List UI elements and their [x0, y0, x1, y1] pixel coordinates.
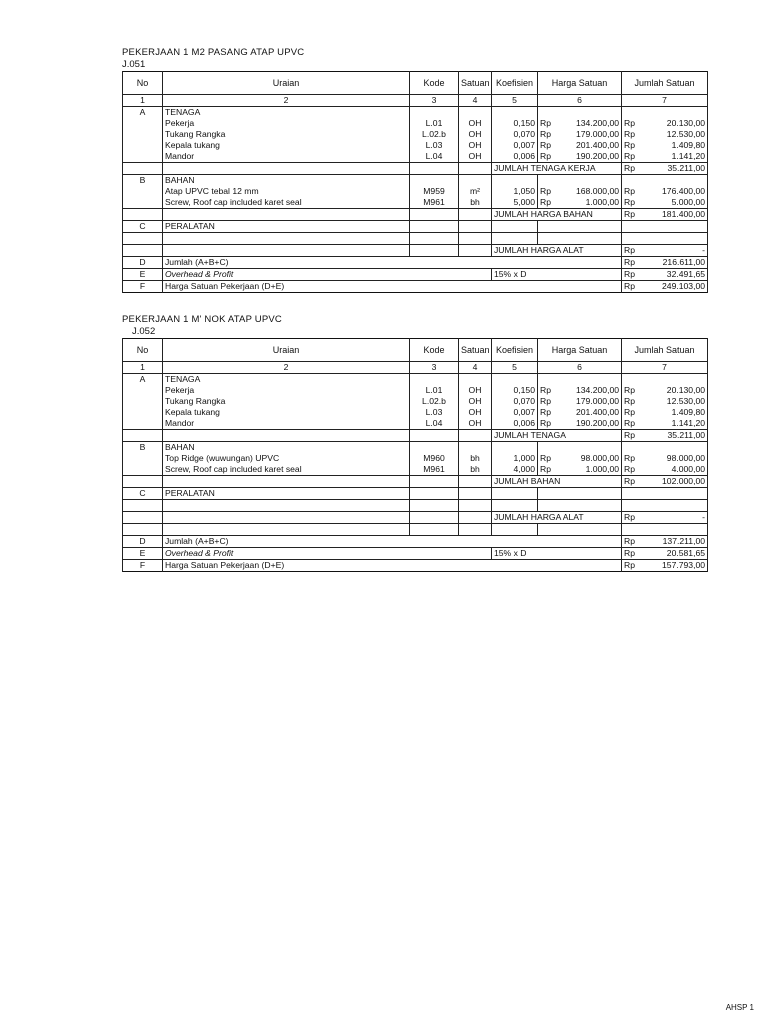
total-label: Harga Satuan Pekerjaan (D+E) [163, 281, 622, 293]
item-jumlah: 4.000,00 [645, 464, 708, 476]
total-label: Overhead & Profit [163, 548, 492, 560]
currency-label: Rp [622, 453, 645, 464]
currency-label: Rp [622, 464, 645, 476]
item-kode: L.01 [410, 118, 459, 129]
item-kode: L.02.b [410, 396, 459, 407]
item-name: Screw, Roof cap included karet seal [163, 197, 410, 209]
subtotal-row [123, 163, 708, 175]
currency-label: Rp [622, 407, 645, 418]
item-koefisien: 1,050 [492, 186, 538, 197]
col-num: 2 [163, 362, 410, 374]
currency-label: Rp [622, 129, 645, 140]
row-no: A [123, 374, 163, 386]
col-koefisien-header: Koefisien [492, 72, 538, 95]
item-name: Tukang Rangka [163, 129, 410, 140]
section-code: J.052 [132, 326, 156, 337]
currency-label: Rp [622, 118, 645, 129]
item-kode: L.04 [410, 151, 459, 163]
item-jumlah: 1.409,80 [645, 140, 708, 151]
currency-label: Rp [622, 281, 645, 293]
table-row [123, 140, 708, 151]
col-num: 6 [538, 362, 622, 374]
currency-label: Rp [622, 269, 645, 281]
subtotal-value: 181.400,00 [645, 209, 708, 221]
item-satuan: OH [459, 418, 492, 430]
item-name: Atap UPVC tebal 12 mm [163, 186, 410, 197]
item-name: Kepala tukang [163, 407, 410, 418]
col-harga-header: Harga Satuan [538, 339, 622, 362]
currency-label: Rp [622, 163, 645, 175]
item-koefisien: 4,000 [492, 464, 538, 476]
item-satuan: OH [459, 407, 492, 418]
item-kode: L.02.b [410, 129, 459, 140]
currency-label: Rp [538, 464, 560, 476]
item-jumlah: 98.000,00 [645, 453, 708, 464]
row-no: D [123, 257, 163, 269]
item-koefisien: 0,007 [492, 407, 538, 418]
item-koefisien: 0,150 [492, 385, 538, 396]
total-label: Jumlah (A+B+C) [163, 536, 622, 548]
item-name: Pekerja [163, 385, 410, 396]
total-row-d [123, 257, 708, 269]
currency-label: Rp [622, 186, 645, 197]
ahsp-table [122, 71, 708, 293]
currency-label: Rp [538, 396, 560, 407]
header-row [123, 339, 708, 362]
row-no: F [123, 281, 163, 293]
subtotal-value: 35.211,00 [645, 430, 708, 442]
subtotal-row [123, 476, 708, 488]
item-kode: M959 [410, 186, 459, 197]
col-num: 1 [123, 362, 163, 374]
category-row [123, 442, 708, 454]
overhead-formula: 15% x D [492, 548, 622, 560]
table-row [123, 418, 708, 430]
table-row [123, 118, 708, 129]
subtotal-label: JUMLAH BAHAN [492, 476, 622, 488]
item-harga: 1.000,00 [560, 197, 622, 209]
ahsp-table [122, 338, 708, 572]
item-kode: M960 [410, 453, 459, 464]
col-num: 4 [459, 362, 492, 374]
total-value: 137.211,00 [645, 536, 708, 548]
row-no: E [123, 548, 163, 560]
category-row [123, 221, 708, 233]
col-num: 4 [459, 95, 492, 107]
currency-label: Rp [622, 560, 645, 572]
currency-label: Rp [538, 129, 560, 140]
currency-label: Rp [622, 396, 645, 407]
total-value: 216.611,00 [645, 257, 708, 269]
empty-row [123, 500, 708, 512]
col-jumlah-header: Jumlah Satuan [622, 339, 708, 362]
item-harga: 134.200,00 [560, 118, 622, 129]
col-num: 2 [163, 95, 410, 107]
overhead-formula: 15% x D [492, 269, 622, 281]
category-label: BAHAN [163, 175, 410, 187]
item-satuan: bh [459, 197, 492, 209]
item-satuan: OH [459, 118, 492, 129]
currency-label: Rp [622, 385, 645, 396]
item-jumlah: 20.130,00 [645, 118, 708, 129]
subtotal-row [123, 245, 708, 257]
item-koefisien: 0,070 [492, 396, 538, 407]
currency-label: Rp [538, 197, 560, 209]
currency-label: Rp [622, 197, 645, 209]
table-row [123, 453, 708, 464]
item-harga: 98.000,00 [560, 453, 622, 464]
currency-label: Rp [622, 430, 645, 442]
item-name: Screw, Roof cap included karet seal [163, 464, 410, 476]
item-name: Top Ridge (wuwungan) UPVC [163, 453, 410, 464]
col-jumlah-header: Jumlah Satuan [622, 72, 708, 95]
subtotal-value: 35.211,00 [645, 163, 708, 175]
column-number-row [123, 95, 708, 107]
category-label: TENAGA [163, 374, 410, 386]
col-harga-header: Harga Satuan [538, 72, 622, 95]
column-number-row [123, 362, 708, 374]
item-koefisien: 1,000 [492, 453, 538, 464]
item-satuan: m² [459, 186, 492, 197]
row-no: B [123, 175, 163, 187]
header-row [123, 72, 708, 95]
item-satuan: OH [459, 129, 492, 140]
category-row [123, 374, 708, 386]
item-jumlah: 12.530,00 [645, 396, 708, 407]
empty-row [123, 524, 708, 536]
currency-label: Rp [622, 151, 645, 163]
item-kode: L.03 [410, 140, 459, 151]
currency-label: Rp [622, 140, 645, 151]
currency-label: Rp [538, 151, 560, 163]
table-row [123, 186, 708, 197]
subtotal-row [123, 209, 708, 221]
col-num: 5 [492, 95, 538, 107]
total-row-e [123, 548, 708, 560]
currency-label: Rp [538, 385, 560, 396]
currency-label: Rp [622, 512, 645, 524]
total-row-f [123, 281, 708, 293]
item-harga: 201.400,00 [560, 140, 622, 151]
item-satuan: OH [459, 385, 492, 396]
item-harga: 134.200,00 [560, 385, 622, 396]
item-name: Kepala tukang [163, 140, 410, 151]
row-no: A [123, 107, 163, 119]
table-row [123, 385, 708, 396]
subtotal-label: JUMLAH HARGA ALAT [492, 245, 622, 257]
item-harga: 190.200,00 [560, 151, 622, 163]
item-name: Tukang Rangka [163, 396, 410, 407]
item-jumlah: 1.141,20 [645, 151, 708, 163]
total-label: Jumlah (A+B+C) [163, 257, 622, 269]
item-name: Mandor [163, 151, 410, 163]
total-value: 20.581,65 [645, 548, 708, 560]
total-row-f [123, 560, 708, 572]
col-no-header: No [123, 339, 163, 362]
col-uraian-header: Uraian [163, 72, 410, 95]
table-row [123, 464, 708, 476]
col-num: 3 [410, 95, 459, 107]
section-j051 [122, 47, 707, 293]
table-row [123, 129, 708, 140]
currency-label: Rp [538, 418, 560, 430]
item-kode: L.04 [410, 418, 459, 430]
row-no: E [123, 269, 163, 281]
currency-label: Rp [538, 407, 560, 418]
row-no: F [123, 560, 163, 572]
item-harga: 179.000,00 [560, 129, 622, 140]
col-no-header: No [123, 72, 163, 95]
item-kode: M961 [410, 197, 459, 209]
currency-label: Rp [622, 548, 645, 560]
subtotal-value: - [645, 512, 708, 524]
item-satuan: bh [459, 464, 492, 476]
item-harga: 201.400,00 [560, 407, 622, 418]
category-label: PERALATAN [163, 488, 410, 500]
currency-label: Rp [622, 209, 645, 221]
subtotal-label: JUMLAH TENAGA [492, 430, 622, 442]
item-jumlah: 20.130,00 [645, 385, 708, 396]
item-satuan: OH [459, 396, 492, 407]
currency-label: Rp [538, 186, 560, 197]
item-harga: 1.000,00 [560, 464, 622, 476]
col-uraian-header: Uraian [163, 339, 410, 362]
col-satuan-header: Satuan [459, 339, 492, 362]
section-code: J.051 [122, 59, 146, 70]
table-row [123, 151, 708, 163]
item-koefisien: 0,150 [492, 118, 538, 129]
category-label: BAHAN [163, 442, 410, 454]
total-label: Overhead & Profit [163, 269, 492, 281]
currency-label: Rp [622, 476, 645, 488]
item-harga: 168.000,00 [560, 186, 622, 197]
item-kode: L.01 [410, 385, 459, 396]
total-value: 249.103,00 [645, 281, 708, 293]
table-row [123, 197, 708, 209]
item-jumlah: 1.409,80 [645, 407, 708, 418]
col-num: 7 [622, 362, 708, 374]
subtotal-value: - [645, 245, 708, 257]
item-jumlah: 1.141,20 [645, 418, 708, 430]
section-title: PEKERJAAN 1 M2 PASANG ATAP UPVC [122, 47, 305, 58]
currency-label: Rp [538, 118, 560, 129]
item-harga: 190.200,00 [560, 418, 622, 430]
category-label: PERALATAN [163, 221, 410, 233]
item-kode: L.03 [410, 407, 459, 418]
currency-label: Rp [622, 536, 645, 548]
row-no: C [123, 221, 163, 233]
category-row [123, 488, 708, 500]
category-label: TENAGA [163, 107, 410, 119]
currency-label: Rp [538, 453, 560, 464]
item-satuan: bh [459, 453, 492, 464]
item-satuan: OH [459, 140, 492, 151]
col-kode-header: Kode [410, 339, 459, 362]
category-row [123, 107, 708, 119]
col-num: 7 [622, 95, 708, 107]
currency-label: Rp [538, 140, 560, 151]
item-satuan: OH [459, 151, 492, 163]
col-num: 3 [410, 362, 459, 374]
page-footer: AHSP 1 [725, 1003, 754, 1012]
total-row-e [123, 269, 708, 281]
total-value: 32.491,65 [645, 269, 708, 281]
col-koefisien-header: Koefisien [492, 339, 538, 362]
col-num: 1 [123, 95, 163, 107]
currency-label: Rp [622, 418, 645, 430]
col-satuan-header: Satuan [459, 72, 492, 95]
item-harga: 179.000,00 [560, 396, 622, 407]
item-name: Pekerja [163, 118, 410, 129]
subtotal-label: JUMLAH HARGA ALAT [492, 512, 622, 524]
total-value: 157.793,00 [645, 560, 708, 572]
total-label: Harga Satuan Pekerjaan (D+E) [163, 560, 622, 572]
item-name: Mandor [163, 418, 410, 430]
row-no: B [123, 442, 163, 454]
item-koefisien: 0,006 [492, 418, 538, 430]
item-koefisien: 0,007 [492, 140, 538, 151]
currency-label: Rp [622, 245, 645, 257]
col-num: 5 [492, 362, 538, 374]
col-kode-header: Kode [410, 72, 459, 95]
section-j052 [122, 314, 707, 572]
item-kode: M961 [410, 464, 459, 476]
row-no: C [123, 488, 163, 500]
item-jumlah: 5.000,00 [645, 197, 708, 209]
subtotal-row [123, 430, 708, 442]
item-jumlah: 176.400,00 [645, 186, 708, 197]
item-koefisien: 0,006 [492, 151, 538, 163]
subtotal-label: JUMLAH HARGA BAHAN [492, 209, 622, 221]
empty-row [123, 233, 708, 245]
item-koefisien: 0,070 [492, 129, 538, 140]
table-row [123, 396, 708, 407]
item-jumlah: 12.530,00 [645, 129, 708, 140]
section-title: PEKERJAAN 1 M' NOK ATAP UPVC [122, 314, 282, 325]
currency-label: Rp [622, 257, 645, 269]
category-row [123, 175, 708, 187]
col-num: 6 [538, 95, 622, 107]
table-row [123, 407, 708, 418]
item-koefisien: 5,000 [492, 197, 538, 209]
total-row-d [123, 536, 708, 548]
subtotal-row [123, 512, 708, 524]
subtotal-value: 102.000,00 [645, 476, 708, 488]
row-no: D [123, 536, 163, 548]
subtotal-label: JUMLAH TENAGA KERJA [492, 163, 622, 175]
